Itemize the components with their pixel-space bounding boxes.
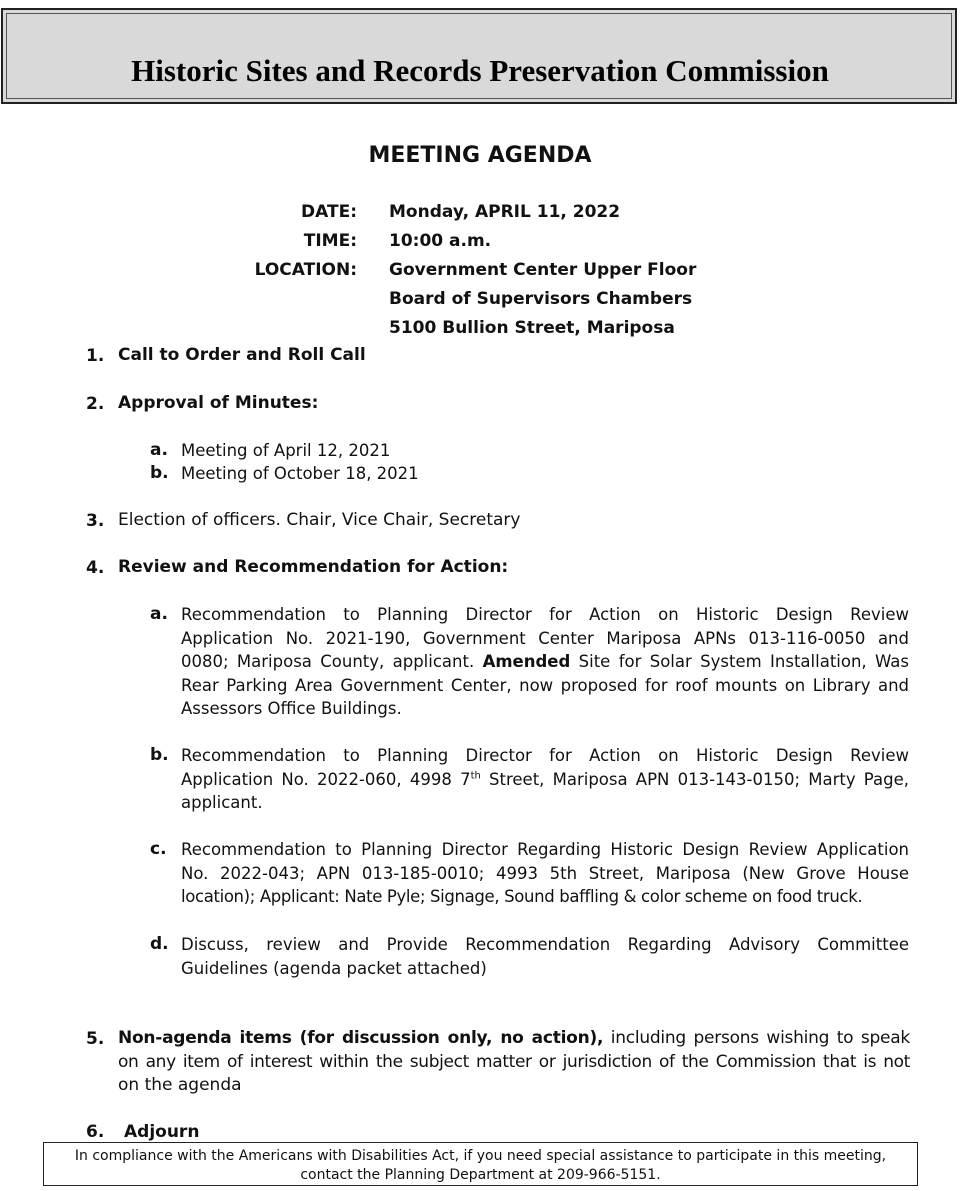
item-4c-line-1: Recommendation to Planning Director Regarding Historic Design Review Application <box>181 840 909 859</box>
date-value: Monday, APRIL 11, 2022 <box>389 202 621 222</box>
item-4c-text <box>181 838 909 909</box>
item-1-number: 1. <box>86 346 105 366</box>
item-4a-text <box>181 603 909 721</box>
item-4a-line-1: Recommendation to Planning Director for Action on Historic Design Review <box>181 605 909 624</box>
item-2b-letter: b. <box>150 463 169 483</box>
item-3-text: Election of officers. Chair, Vice Chair, Secretary <box>118 510 521 530</box>
item-4a-line-3-pre: 0080; Mariposa County, applicant. <box>181 652 475 671</box>
item-4b-text <box>181 744 909 815</box>
item-4a-line-2: Application No. 2021-190, Government Center Mariposa APNs 013-116-0050 and <box>181 628 909 648</box>
item-5-line-1-rest: including persons wishing to speak <box>603 1028 911 1048</box>
item-6-number: 6. <box>86 1122 105 1142</box>
item-4a-letter: a. <box>150 604 168 624</box>
item-3-number: 3. <box>86 511 105 531</box>
item-2a-text: Meeting of April 12, 2021 <box>181 441 391 460</box>
item-4b-line-2-pre: Application No. 2022-060, 4998 7 <box>181 769 471 789</box>
item-4-number: 4. <box>86 558 105 578</box>
item-4b-letter: b. <box>150 745 169 765</box>
item-5-line-2: on any item of interest within the subject matter or jurisdiction of the Commission that is not <box>118 1051 910 1072</box>
item-4-text: Review and Recommendation for Action: <box>118 557 509 577</box>
item-5-line-1 <box>118 1027 910 1051</box>
item-2-text: Approval of Minutes: <box>118 393 319 413</box>
item-4b-line-3: applicant. <box>181 793 263 812</box>
ada-notice-line-2: contact the Planning Department at 209-966-5151. <box>300 1167 661 1183</box>
item-4c-line-3: location); Applicant: Nate Pyle; Signage, Sound baffling & color scheme on food truck. <box>181 887 863 906</box>
amended-label: Amended <box>482 652 571 671</box>
item-4c-letter: c. <box>150 839 167 859</box>
location-line-3: 5100 Bullion Street, Mariposa <box>389 318 675 338</box>
item-4a-line-5: Assessors Office Buildings. <box>181 699 402 718</box>
item-5-text <box>118 1027 910 1098</box>
item-5-number: 5. <box>86 1029 105 1049</box>
item-1-text: Call to Order and Roll Call <box>118 345 366 365</box>
item-4a-line-3 <box>181 650 909 674</box>
item-4d-text <box>181 933 909 980</box>
item-4a-line-4: Rear Parking Area Government Center, now proposed for roof mounts on Library and <box>181 675 909 695</box>
agenda-title: MEETING AGENDA <box>368 143 592 168</box>
commission-title: Historic Sites and Records Preservation Commission <box>131 53 829 88</box>
ordinal-suffix: th <box>470 770 481 781</box>
item-6-text: Adjourn <box>124 1122 200 1142</box>
item-4d-line-2: Guidelines (agenda packet attached) <box>181 958 487 978</box>
item-4b-line-1: Recommendation to Planning Director for Action on Historic Design Review <box>181 746 909 765</box>
location-line-1: Government Center Upper Floor <box>389 260 697 280</box>
location-line-2: Board of Supervisors Chambers <box>389 289 693 309</box>
item-4c-line-2: No. 2022-043; APN 013-185-0010; 4993 5th Street, Mariposa (New Grove House <box>181 863 909 883</box>
item-4b-line-2-post: Street, Mariposa APN 013-143-0150; Marty Page, <box>480 769 909 789</box>
time-value: 10:00 a.m. <box>389 231 492 251</box>
ada-notice-line-1: In compliance with the Americans with Disabilities Act, if you need special assistance to participate in this meeting, <box>74 1148 887 1164</box>
item-4d-line-1: Discuss, review and Provide Recommendation Regarding Advisory Committee <box>181 935 909 954</box>
date-label: DATE: <box>301 202 357 222</box>
location-label: LOCATION: <box>254 260 357 280</box>
time-label: TIME: <box>303 231 357 251</box>
item-2-number: 2. <box>86 394 105 414</box>
ada-notice <box>43 1142 918 1186</box>
item-5-line-3: on the agenda <box>118 1075 242 1095</box>
item-4d-letter: d. <box>150 934 169 954</box>
item-5-bold-text: Non-agenda items (for discussion only, no action), <box>118 1028 604 1048</box>
item-4b-line-2 <box>181 768 909 792</box>
item-4a-line-3-post: Site for Solar System Installation, Was <box>578 652 909 671</box>
item-2b-text: Meeting of October 18, 2021 <box>181 464 419 483</box>
item-2a-letter: a. <box>150 440 168 460</box>
